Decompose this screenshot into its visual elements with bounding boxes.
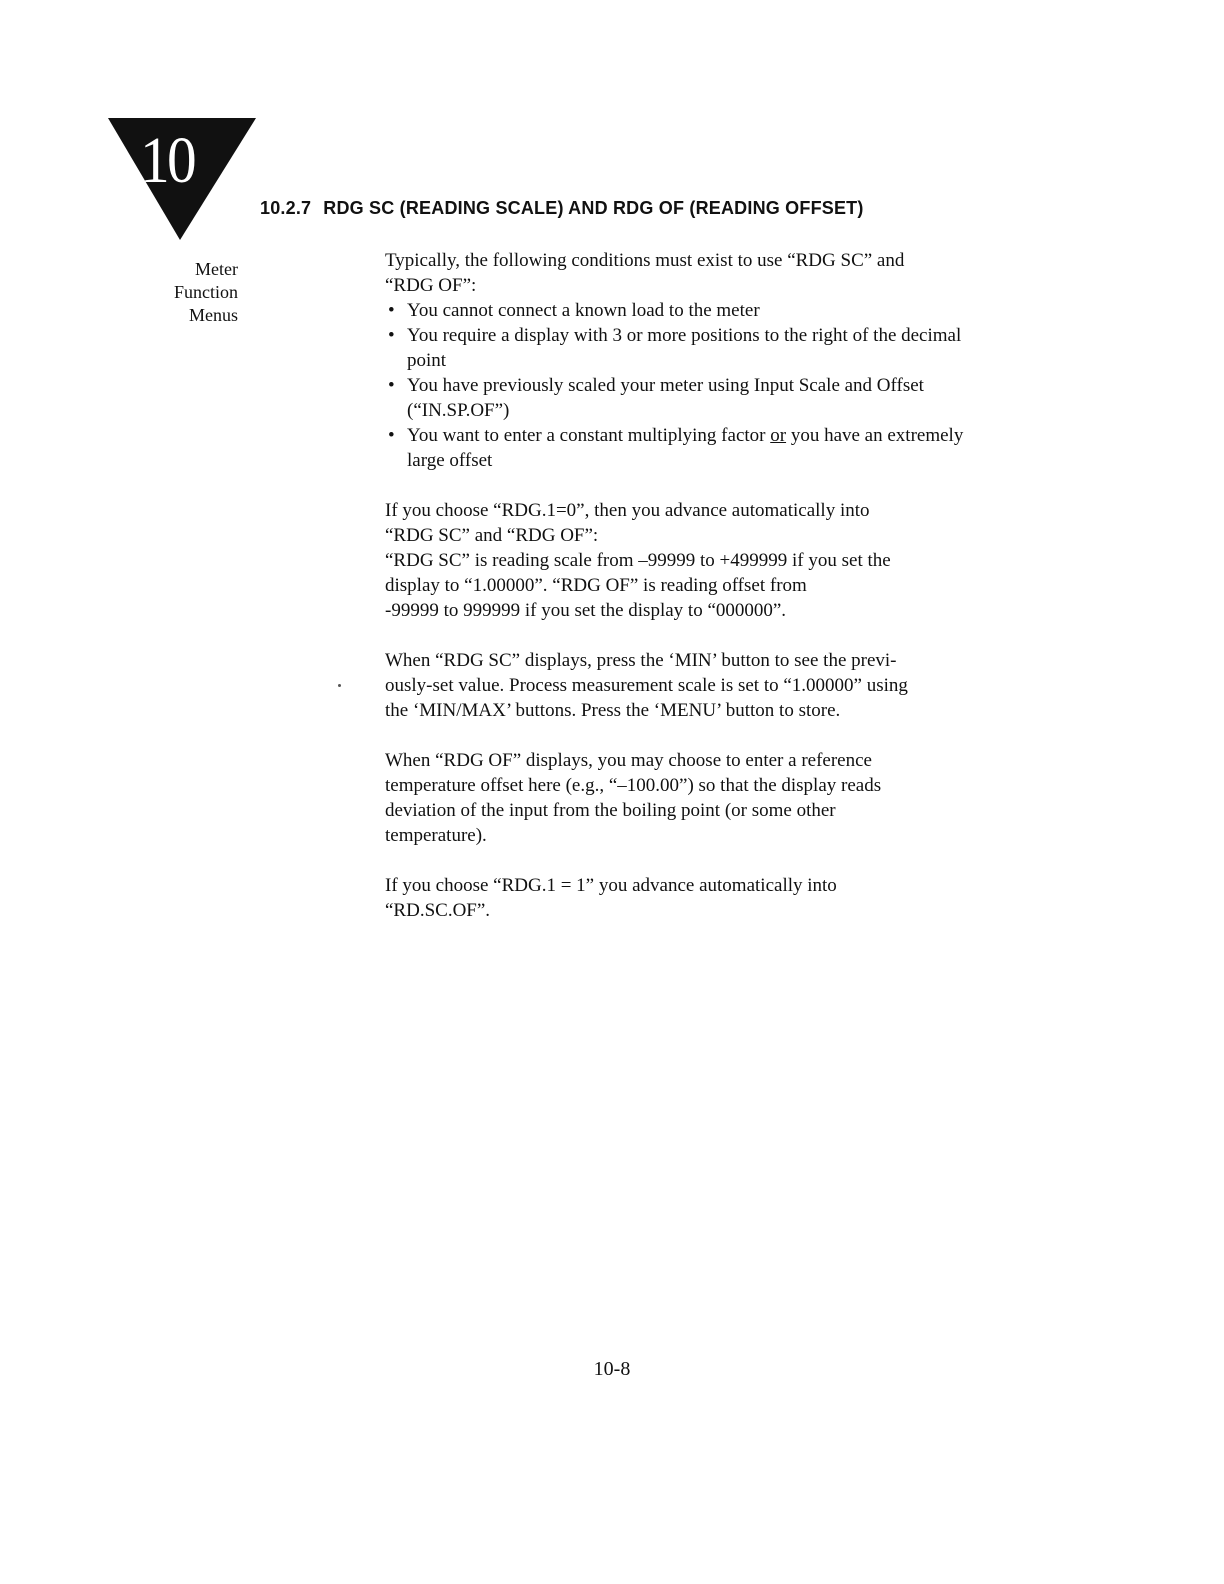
scan-speck xyxy=(338,684,341,687)
list-item-text-before: You want to enter a constant multiplying factor xyxy=(407,425,771,446)
para5-line-2: “RD.SC.OF”. xyxy=(385,900,491,921)
para4-line-4: temperature). xyxy=(385,825,487,846)
para3-line-1: When “RDG SC” displays, press the ‘MIN’ button to see the previ- xyxy=(385,650,897,671)
chapter-number: 10 xyxy=(140,124,194,197)
para5-line-1: If you choose “RDG.1 = 1” you advance automatically into xyxy=(385,875,837,896)
section-number: 10.2.7 xyxy=(260,198,312,218)
body-text xyxy=(385,248,985,923)
bullet-icon: • xyxy=(388,325,395,346)
para2-line-3: “RDG SC” is reading scale from –99999 to +499999 if you set the xyxy=(385,550,891,571)
sidebar-line-meter: Meter xyxy=(195,259,238,279)
list-item-emphasis: or xyxy=(770,425,787,446)
para2-line-5: -99999 to 999999 if you set the display to “000000”. xyxy=(385,600,787,621)
list-item-text: You cannot connect a known load to the meter xyxy=(407,300,760,321)
list-item-text: You have previously scaled your meter using Input Scale and Offset (“IN.SP.OF”) xyxy=(407,375,924,421)
list-item xyxy=(385,323,985,373)
list-item xyxy=(385,298,985,323)
para2-line-1: If you choose “RDG.1=0”, then you advance automatically into xyxy=(385,500,870,521)
sidebar-line-menus: Menus xyxy=(189,305,238,325)
para4-line-2: temperature offset here (e.g., “–100.00”) so that the display reads xyxy=(385,775,882,796)
para2-line-4: display to “1.00000”. “RDG OF” is reading offset from xyxy=(385,575,807,596)
list-item-text-after: you have an extremely large offset xyxy=(407,425,964,471)
bullet-icon: • xyxy=(388,375,395,396)
para4-line-1: When “RDG OF” displays, you may choose to enter a reference xyxy=(385,750,872,771)
list-item-text: You require a display with 3 or more positions to the right of the decimal point xyxy=(407,325,962,371)
bullet-icon: • xyxy=(388,300,395,321)
list-item xyxy=(385,373,985,423)
para3-line-2: ously-set value. Process measurement scale is set to “1.00000” using xyxy=(385,675,908,696)
conditions-list xyxy=(385,298,985,473)
page-number: 10-8 xyxy=(593,1358,631,1380)
section-title: RDG SC (READING SCALE) AND RDG OF (READING OFFSET) xyxy=(323,198,864,218)
list-item xyxy=(385,423,985,473)
sidebar-label xyxy=(140,258,238,327)
intro-line-2: “RDG OF”: xyxy=(385,275,477,296)
para4-line-3: deviation of the input from the boiling point (or some other xyxy=(385,800,836,821)
sidebar-line-function: Function xyxy=(173,282,238,302)
bullet-icon: • xyxy=(388,425,395,446)
section-heading xyxy=(260,196,864,220)
para3-line-3: the ‘MIN/MAX’ buttons. Press the ‘MENU’ button to store. xyxy=(385,700,841,721)
para2-line-2: “RDG SC” and “RDG OF”: xyxy=(385,525,599,546)
intro-line-1: Typically, the following conditions must exist to use “RDG SC” and xyxy=(385,250,905,271)
